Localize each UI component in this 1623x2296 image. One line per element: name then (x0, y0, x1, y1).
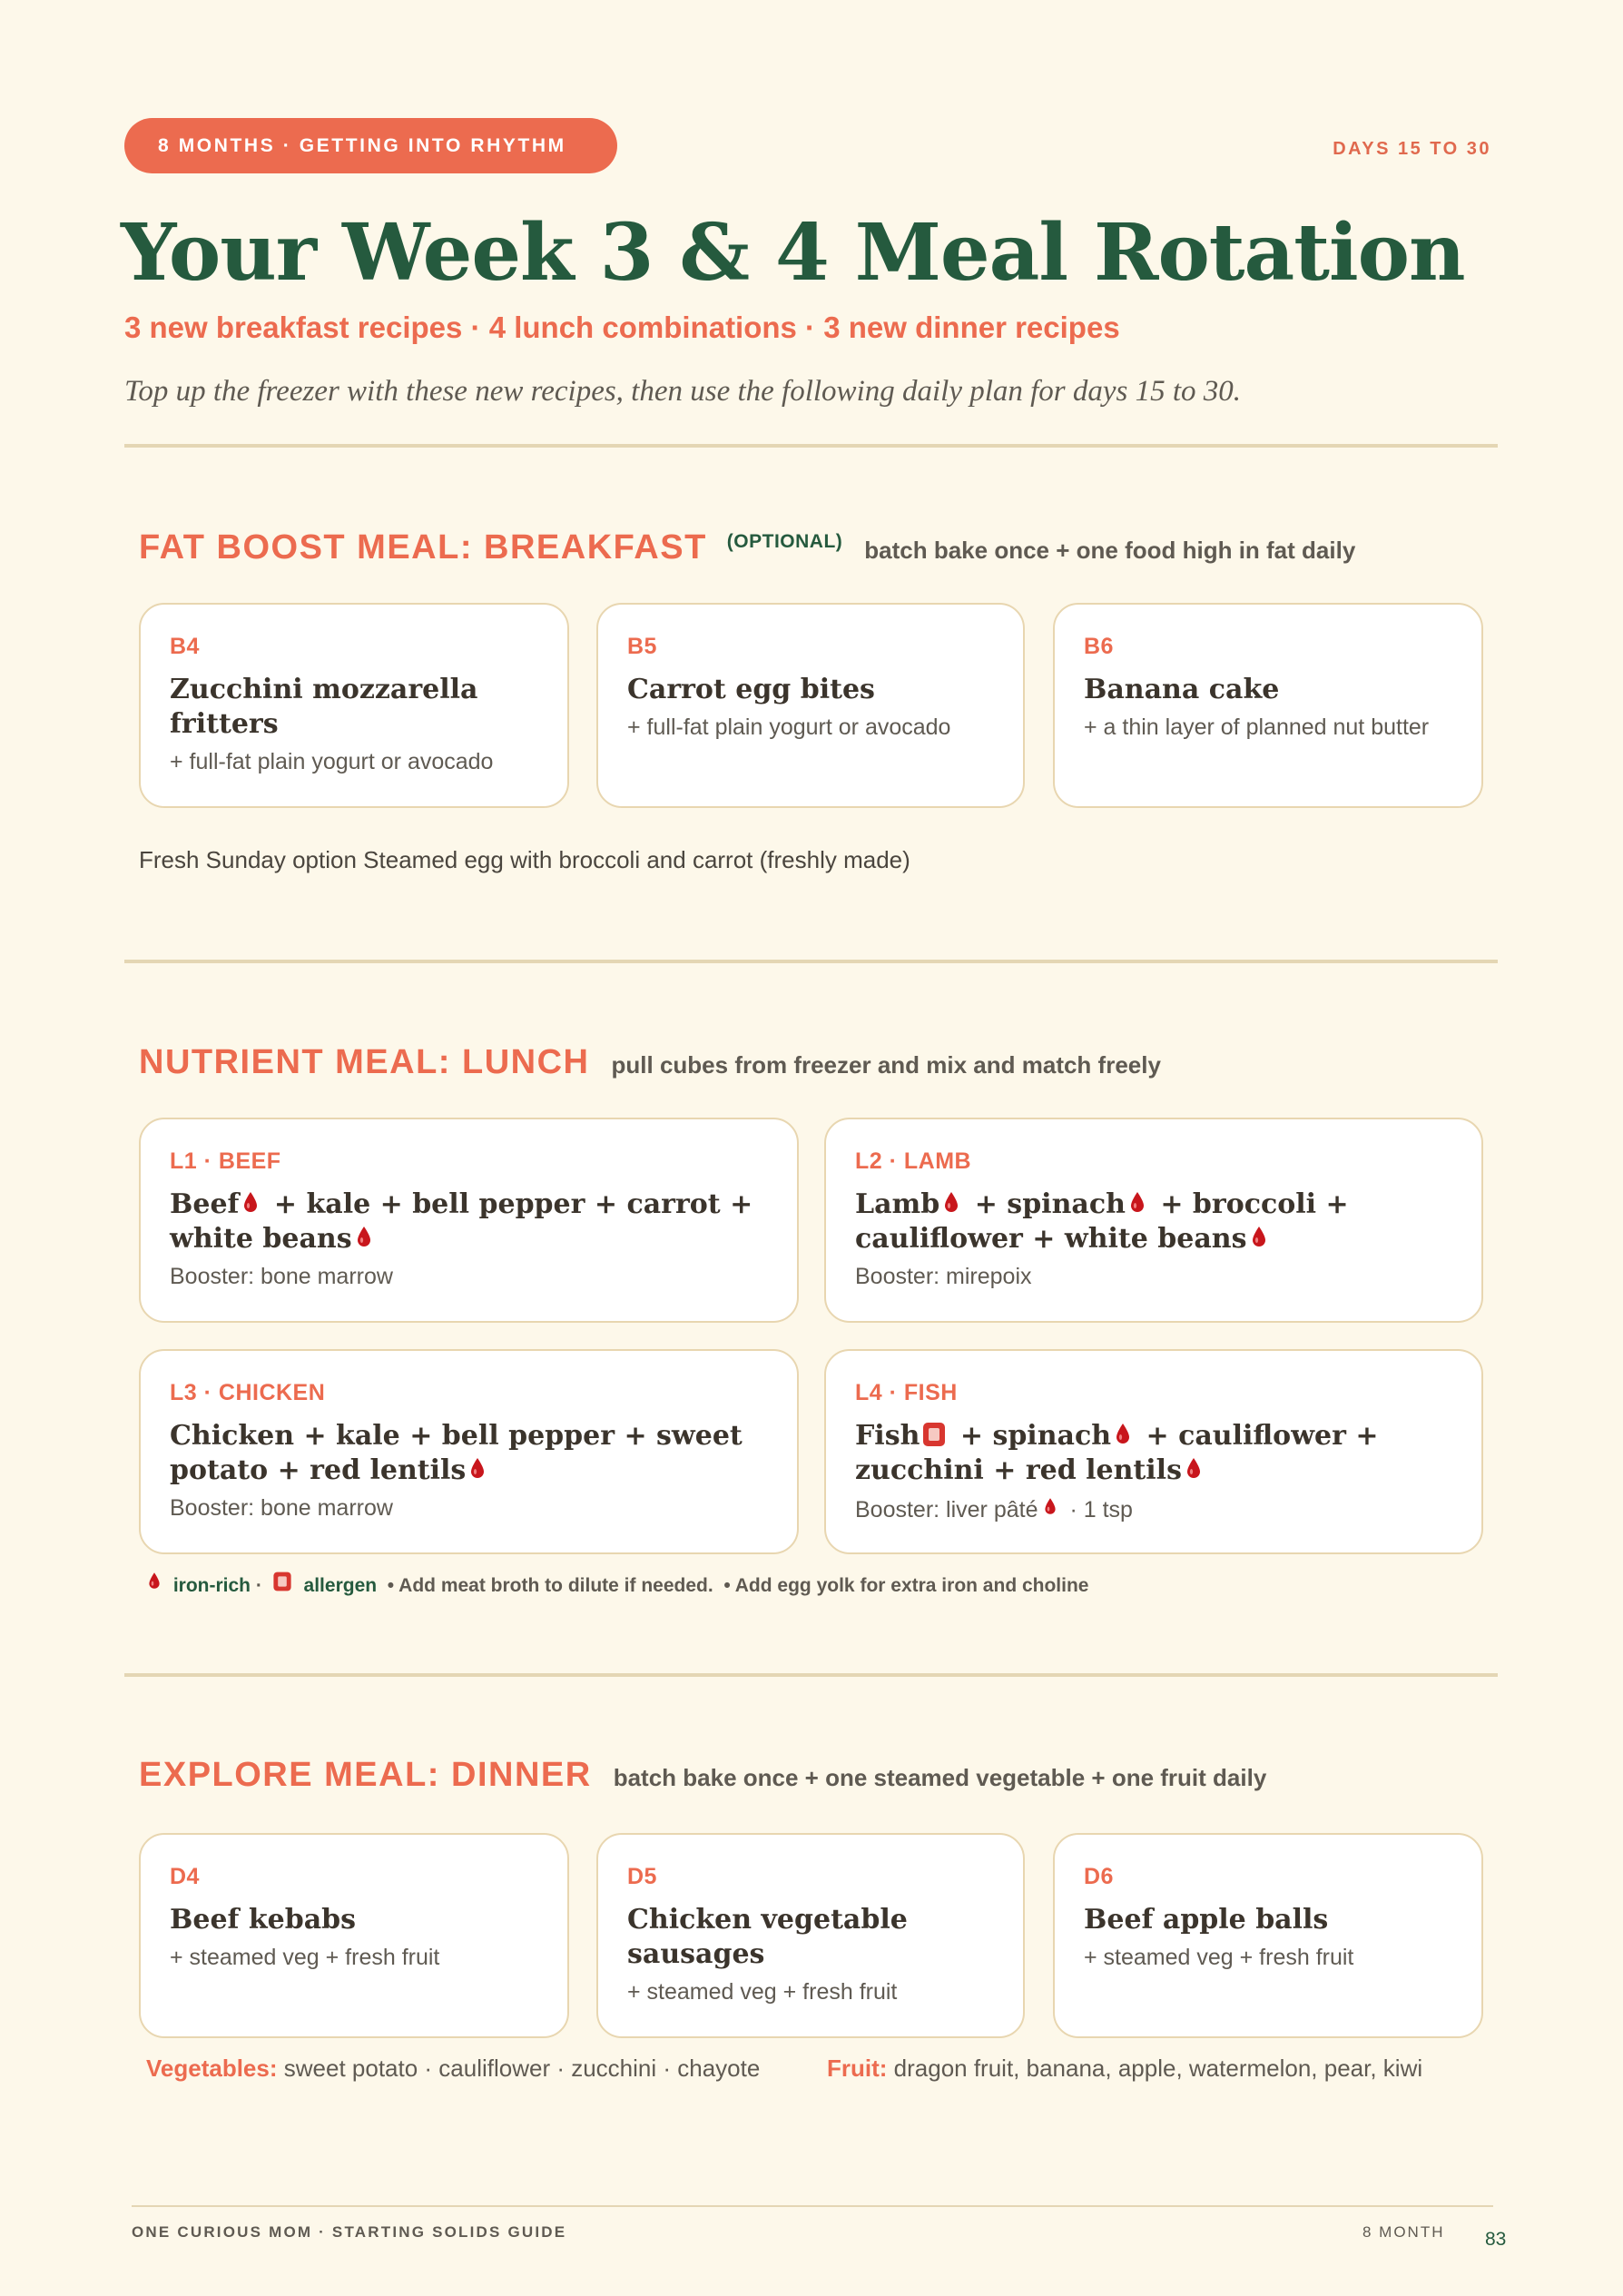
booster-amount: · 1 tsp (1069, 1497, 1133, 1522)
iron-drop-icon (943, 1191, 959, 1213)
iron-drop-icon (356, 1226, 372, 1247)
fresh-label: Fresh Sunday option (139, 846, 357, 873)
legend-tip-egg: • Add egg yolk for extra iron and choline (723, 1575, 1089, 1596)
recipe-addon: + steamed veg + fresh fruit (170, 1945, 440, 1970)
recipe-card-l3[interactable] (139, 1349, 799, 1554)
footer-section: 8 MONTH (1362, 2223, 1445, 2241)
ingredient: + kale + bell pepper + carrot + (273, 1188, 753, 1220)
booster-text: Booster: liver pâté (855, 1497, 1038, 1522)
allergen-icon (923, 1423, 945, 1446)
recipe-code: D4 (170, 1864, 200, 1889)
ingredient: white beans (170, 1223, 352, 1255)
footer-guide-title: ONE CURIOUS MOM · STARTING SOLIDS GUIDE (132, 2223, 567, 2241)
recipe-name: Beef kebabs (170, 1904, 357, 1936)
recipe-card-d6[interactable] (1053, 1833, 1483, 2038)
divider (124, 444, 1498, 448)
vegetables-list (146, 2055, 760, 2083)
fruit-list (827, 2055, 1422, 2083)
ingredient: Fish (855, 1420, 920, 1452)
lunch-note: pull cubes from freezer and mix and match freely (611, 1051, 1161, 1079)
days-range: DAYS 15 TO 30 (1333, 139, 1491, 159)
recipe-card-b6[interactable] (1053, 603, 1483, 808)
lunch-title: NUTRIENT MEAL: LUNCH (139, 1043, 590, 1081)
iron-drop-icon (1251, 1226, 1267, 1247)
iron-drop-icon (1129, 1191, 1146, 1213)
recipe-card-d4[interactable] (139, 1833, 569, 2038)
fresh-sunday-option (139, 846, 910, 874)
recipe-code: L3 · CHICKEN (170, 1380, 326, 1405)
recipe-name: Beef apple balls (1084, 1904, 1329, 1936)
vegetables-label: Vegetables: (146, 2055, 278, 2082)
recipe-card-l4[interactable] (824, 1349, 1483, 1554)
ingredient: zucchini + red lentils (855, 1454, 1182, 1486)
iron-drop-icon (242, 1191, 259, 1213)
recipe-code: L2 · LAMB (855, 1148, 972, 1174)
recipe-code: L1 · BEEF (170, 1148, 281, 1174)
recipe-code: D6 (1084, 1864, 1114, 1889)
recipe-addon: + full-fat plain yogurt or avocado (627, 714, 951, 740)
intro-text: Top up the freezer with these new recipes, then use the following daily plan for days 15 to 30. (124, 375, 1242, 408)
section-pill-label: 8 MONTHS · GETTING INTO RHYTHM (158, 134, 566, 156)
iron-drop-icon (1043, 1497, 1056, 1514)
iron-drop-icon (1185, 1457, 1202, 1479)
page-subtitle: 3 new breakfast recipes · 4 lunch combinations · 3 new dinner recipes (124, 310, 1120, 344)
recipe-code: B4 (170, 634, 200, 659)
page-number: 83 (1485, 2229, 1507, 2250)
optional-label: (OPTIONAL) (726, 531, 843, 552)
recipe-addon: + a thin layer of planned nut butter (1084, 714, 1430, 740)
ingredient: cauliflower + white beans (855, 1223, 1247, 1255)
ingredient: Lamb (855, 1188, 940, 1220)
recipe-code: B6 (1084, 634, 1114, 659)
recipe-code: L4 · FISH (855, 1380, 958, 1405)
recipe-addon: + steamed veg + fresh fruit (627, 1979, 898, 2005)
breakfast-note: batch bake once + one food high in fat daily (864, 537, 1356, 564)
icon-legend (146, 1568, 1089, 1597)
recipe-addon: + steamed veg + fresh fruit (1084, 1945, 1354, 1970)
ingredient: Beef (170, 1188, 240, 1220)
ingredient: + spinach (974, 1188, 1126, 1220)
recipe-card-l1[interactable] (139, 1118, 799, 1323)
ingredient: + cauliflower + (1146, 1420, 1379, 1452)
dinner-note: batch bake once + one steamed vegetable + one fruit daily (613, 1764, 1267, 1791)
vegetables-text: sweet potato · cauliflower · zucchini · chayote (283, 2055, 761, 2082)
legend-allergen-label: allergen (303, 1575, 378, 1596)
booster: Booster: mirepoix (855, 1264, 1032, 1289)
iron-drop-icon (148, 1572, 161, 1589)
dinner-header (139, 1756, 1266, 1795)
breakfast-header (139, 528, 1355, 567)
recipe-code: D5 (627, 1864, 657, 1889)
recipe-card-l2[interactable] (824, 1118, 1483, 1323)
recipe-combination (855, 1419, 1454, 1488)
recipe-name: Banana cake (1084, 674, 1280, 705)
ingredient: + spinach (959, 1420, 1112, 1452)
fruit-label: Fruit: (827, 2055, 888, 2082)
legend-tip-broth: • Add meat broth to dilute if needed. (387, 1575, 713, 1596)
fruit-text: dragon fruit, banana, apple, watermelon, pear, kiwi (893, 2055, 1423, 2082)
recipe-addon: + full-fat plain yogurt or avocado (170, 749, 494, 774)
iron-drop-icon (1115, 1423, 1131, 1444)
booster (855, 1495, 1454, 1523)
booster: Booster: bone marrow (170, 1495, 393, 1521)
legend-iron-label: iron-rich (172, 1575, 251, 1596)
breakfast-title: FAT BOOST MEAL: BREAKFAST (139, 528, 707, 567)
iron-drop-icon (469, 1457, 486, 1479)
ingredient: + broccoli + (1160, 1188, 1349, 1220)
recipe-name: Zucchini mozzarella fritters (170, 674, 478, 740)
dinner-title: EXPLORE MEAL: DINNER (139, 1756, 592, 1794)
recipe-card-b4[interactable] (139, 603, 569, 808)
allergen-icon (273, 1572, 290, 1591)
recipe-card-d5[interactable] (596, 1833, 1025, 2038)
divider (124, 1673, 1498, 1677)
page-title: Your Week 3 & 4 Meal Rotation (121, 207, 1465, 299)
booster: Booster: bone marrow (170, 1264, 393, 1289)
recipe-name: Chicken vegetable sausages (627, 1904, 908, 1970)
recipe-code: B5 (627, 634, 657, 659)
section-pill (124, 118, 617, 173)
fresh-text: Steamed egg with broccoli and carrot (freshly made) (363, 846, 910, 873)
ingredient: Chicken + kale + bell pepper + sweet (170, 1420, 743, 1452)
ingredient: potato + red lentils (170, 1454, 467, 1486)
lunch-header (139, 1043, 1161, 1082)
divider (124, 960, 1498, 963)
recipe-combination (170, 1187, 770, 1256)
recipe-combination (855, 1187, 1454, 1256)
recipe-name: Carrot egg bites (627, 674, 875, 705)
recipe-combination (170, 1419, 770, 1488)
footer-divider (132, 2205, 1493, 2207)
recipe-card-b5[interactable] (596, 603, 1025, 808)
legend-separator: · (255, 1575, 262, 1596)
